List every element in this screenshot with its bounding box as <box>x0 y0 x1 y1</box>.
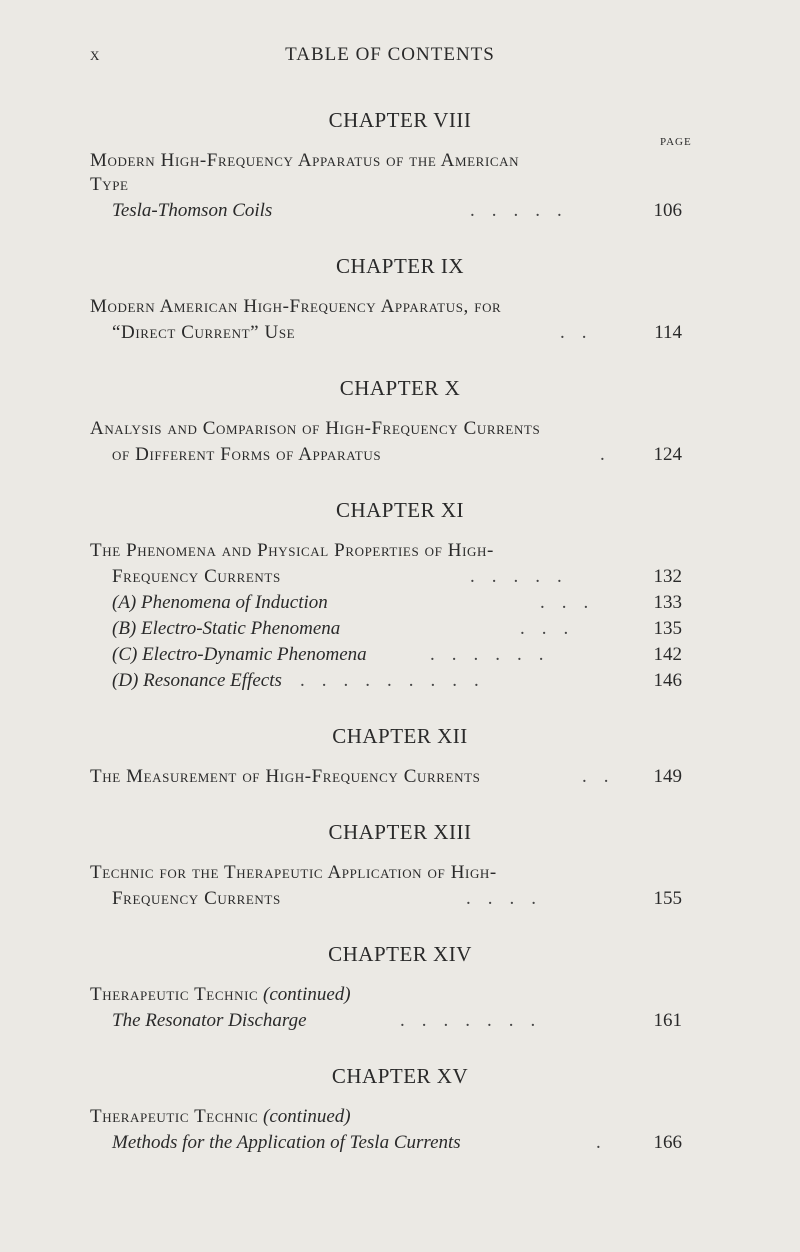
toc-entry-line: “Direct Current” Use <box>112 322 296 343</box>
dot-leader: . <box>600 444 622 465</box>
chapter-heading: CHAPTER IX <box>335 254 465 278</box>
toc-entry-line: of Different Forms of Apparatus <box>112 444 382 465</box>
toc-entry-line: Type <box>90 174 129 195</box>
toc-subentry: The Resonator Discharge <box>112 1010 307 1031</box>
entry-title: Therapeutic Technic <box>90 984 259 1005</box>
dot-leader: ... <box>520 618 586 639</box>
toc-subentry: (A) Phenomena of Induction <box>112 592 328 613</box>
toc-entry-line: Modern American High-Frequency Apparatus, for <box>90 296 502 317</box>
dot-leader: .... <box>466 888 553 909</box>
entry-qualifier: (continued) <box>263 1106 351 1127</box>
chapter-heading: CHAPTER X <box>339 376 461 400</box>
dot-leader: ..... <box>470 200 579 221</box>
toc-subentry: (B) Electro-Static Phenomena <box>112 618 341 639</box>
chapter-heading: CHAPTER XIII <box>328 820 472 844</box>
page-folio: x <box>90 44 101 65</box>
page-number: 132 <box>653 566 682 587</box>
page-number: 133 <box>653 592 682 613</box>
toc-entry-line: Analysis and Comparison of High-Frequency Currents <box>90 418 541 439</box>
dot-leader: . <box>596 1132 618 1153</box>
toc-entry-line: Modern High-Frequency Apparatus of the American <box>90 150 520 171</box>
dot-leader: .. <box>560 322 604 343</box>
page-number: 135 <box>653 618 682 639</box>
toc-entry-line <box>90 1106 351 1132</box>
chapter-heading: CHAPTER VIII <box>328 108 472 132</box>
running-head <box>90 44 720 68</box>
dot-leader: ... <box>540 592 606 613</box>
page-number: 142 <box>653 644 682 665</box>
page-column-label: PAGE <box>660 136 692 148</box>
toc-subentry: (D) Resonance Effects <box>112 670 282 691</box>
dot-leader: ..... <box>470 566 579 587</box>
toc-subentry: (C) Electro-Dynamic Phenomena <box>112 644 367 665</box>
dot-leader: ......... <box>300 670 496 691</box>
page-number: 155 <box>653 888 682 909</box>
page-number: 166 <box>653 1132 682 1153</box>
page-number: 106 <box>653 200 682 221</box>
page-number: 124 <box>653 444 682 465</box>
page-number: 149 <box>653 766 682 787</box>
toc-subentry: Tesla-Thomson Coils <box>112 200 273 221</box>
dot-leader: ....... <box>400 1010 553 1031</box>
entry-title: Therapeutic Technic <box>90 1106 259 1127</box>
running-head-title: TABLE OF CONTENTS <box>285 44 495 65</box>
toc-entry-line <box>90 984 351 1010</box>
toc-entry-line: The Measurement of High-Frequency Currents <box>90 766 481 787</box>
toc-entry-line: Technic for the Therapeutic Application of High- <box>90 862 497 883</box>
dot-leader: ...... <box>430 644 561 665</box>
page-number: 114 <box>654 322 682 343</box>
chapter-heading: CHAPTER XIV <box>328 942 472 966</box>
page-number: 146 <box>653 670 682 691</box>
dot-leader: .. <box>582 766 626 787</box>
page-number: 161 <box>653 1010 682 1031</box>
entry-qualifier: (continued) <box>263 984 351 1005</box>
toc-subentry: Methods for the Application of Tesla Currents <box>112 1132 461 1153</box>
toc-entry-line: The Phenomena and Physical Properties of High- <box>90 540 494 561</box>
toc-entry-line: Frequency Currents <box>112 888 281 909</box>
chapter-heading: CHAPTER XV <box>331 1064 469 1088</box>
chapter-heading: CHAPTER XI <box>335 498 465 522</box>
chapter-heading: CHAPTER XII <box>332 724 468 748</box>
toc-entry-line: Frequency Currents <box>112 566 281 587</box>
